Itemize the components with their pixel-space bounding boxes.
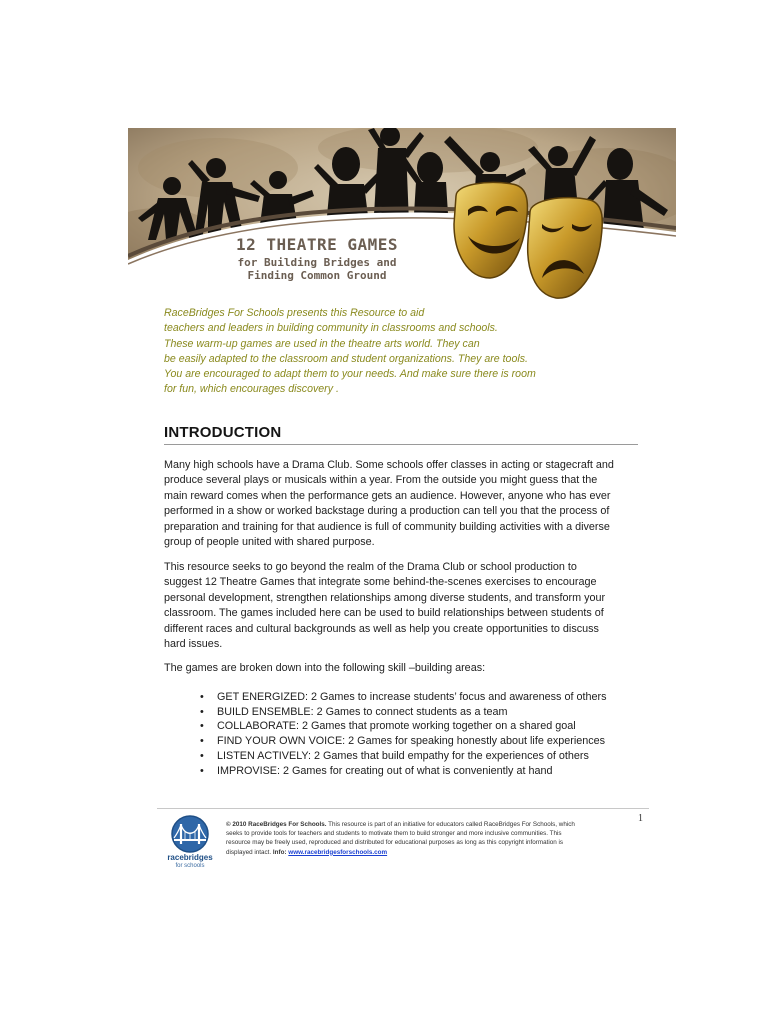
lead-paragraph [164,306,544,398]
lead-line: be easily adapted to the classroom and student organizations. They are tools. [164,352,528,365]
footer-divider [157,808,649,809]
copyright-line-1 [226,820,646,829]
paragraph-line: preparation and training for that audience is full of community building activities with a diverse [164,520,610,533]
copyright-line-4-text: displayed intact. [226,848,273,856]
list-item: • GET ENERGIZED: 2 Games to increase students’ focus and awareness of others [200,690,606,705]
paragraph-line: different races and cultural backgrounds as well as help you create opportunities to discuss [164,622,599,635]
paragraph-line: produce several plays or musicals within a year. From the outside you might guess that the [164,474,598,487]
logo-subtitle: for schools [175,863,205,869]
lead-line: You are encouraged to adapt them to your needs. And make sure there is room [164,368,536,381]
copyright-line-4 [226,848,646,857]
logo-name: racebridges [167,853,213,862]
copyright-notice [226,820,646,857]
banner-subtitle-1: for Building Bridges and [237,256,397,269]
list-item: • IMPROVISE: 2 Games for creating out of what is conveniently at hand [200,764,606,779]
copyright-line-3: resource may be freely used, reproduced and distributed for educational purposes as long as this copyright information is [226,839,564,847]
banner-title: 12 THEATRE GAMES [235,235,399,254]
paragraph-line: classroom. The games included here can be used to build relationships between students of [164,607,604,620]
lead-line: RaceBridges For Schools presents this Resource to aid [164,307,425,319]
paragraph-line: personal development, strengthen relationships among diverse students, and transform your [164,591,606,604]
paragraph-line: suggest 12 Theatre Games that integrate some behind-the-scenes exercises to encourage [164,576,597,589]
paragraph-line: hard issues. [164,638,223,651]
paragraph-line: group of people united with shared purpose. [164,536,375,549]
website-link[interactable]: www.racebridgesforschools.com [288,848,388,856]
skill-areas-list [200,690,606,778]
intro-paragraph-1 [164,458,642,550]
copyright-owner: © 2010 RaceBridges For Schools. [226,821,327,828]
banner-title-block [192,237,442,281]
list-item: • COLLABORATE: 2 Games that promote working together on a shared goal [200,719,606,734]
copyright-line-2: seeks to provide tools for teachers and students to motivate them to build stronger and more inclusive communities. This [226,830,562,838]
lead-line: for fun, which encourages discovery . [164,383,339,396]
banner-subtitle-2: Finding Common Ground [247,269,387,282]
paragraph-line: main reward comes when the performance gets an audience. However, anyone who has ever [164,489,611,502]
paragraph-line: This resource seeks to go beyond the realm of the Drama Club or school production to [164,561,577,573]
intro-paragraph-2 [164,560,642,652]
logo-wordmark [165,853,215,871]
list-item: • LISTEN ACTIVELY: 2 Games that build empathy for the experiences of others [200,749,606,764]
copyright-line-1-text: This resource is part of an initiative for educators called RaceBridges For Schools, which [326,821,575,828]
paragraph-line: Many high schools have a Drama Club. Some schools offer classes in acting or stagecraft and [164,459,614,471]
page-number: 1 [638,813,643,824]
lead-line: These warm-up games are used in the theatre arts world. They can [164,337,480,350]
list-item: • BUILD ENSEMBLE: 2 Games to connect students as a team [200,705,606,720]
paragraph-line: performed in a show or worked backstage during a production can tell you that the process of [164,505,610,518]
list-item: • FIND YOUR OWN VOICE: 2 Games for speaking honestly about life experiences [200,734,606,749]
header-banner [128,128,676,300]
section-heading-introduction: INTRODUCTION [164,424,282,441]
intro-paragraph-3: The games are broken down into the following skill –building areas: [164,662,486,674]
info-label: Info: [272,848,289,856]
heading-divider [164,444,638,445]
lead-line: teachers and leaders in building community in classrooms and schools. [164,322,498,335]
